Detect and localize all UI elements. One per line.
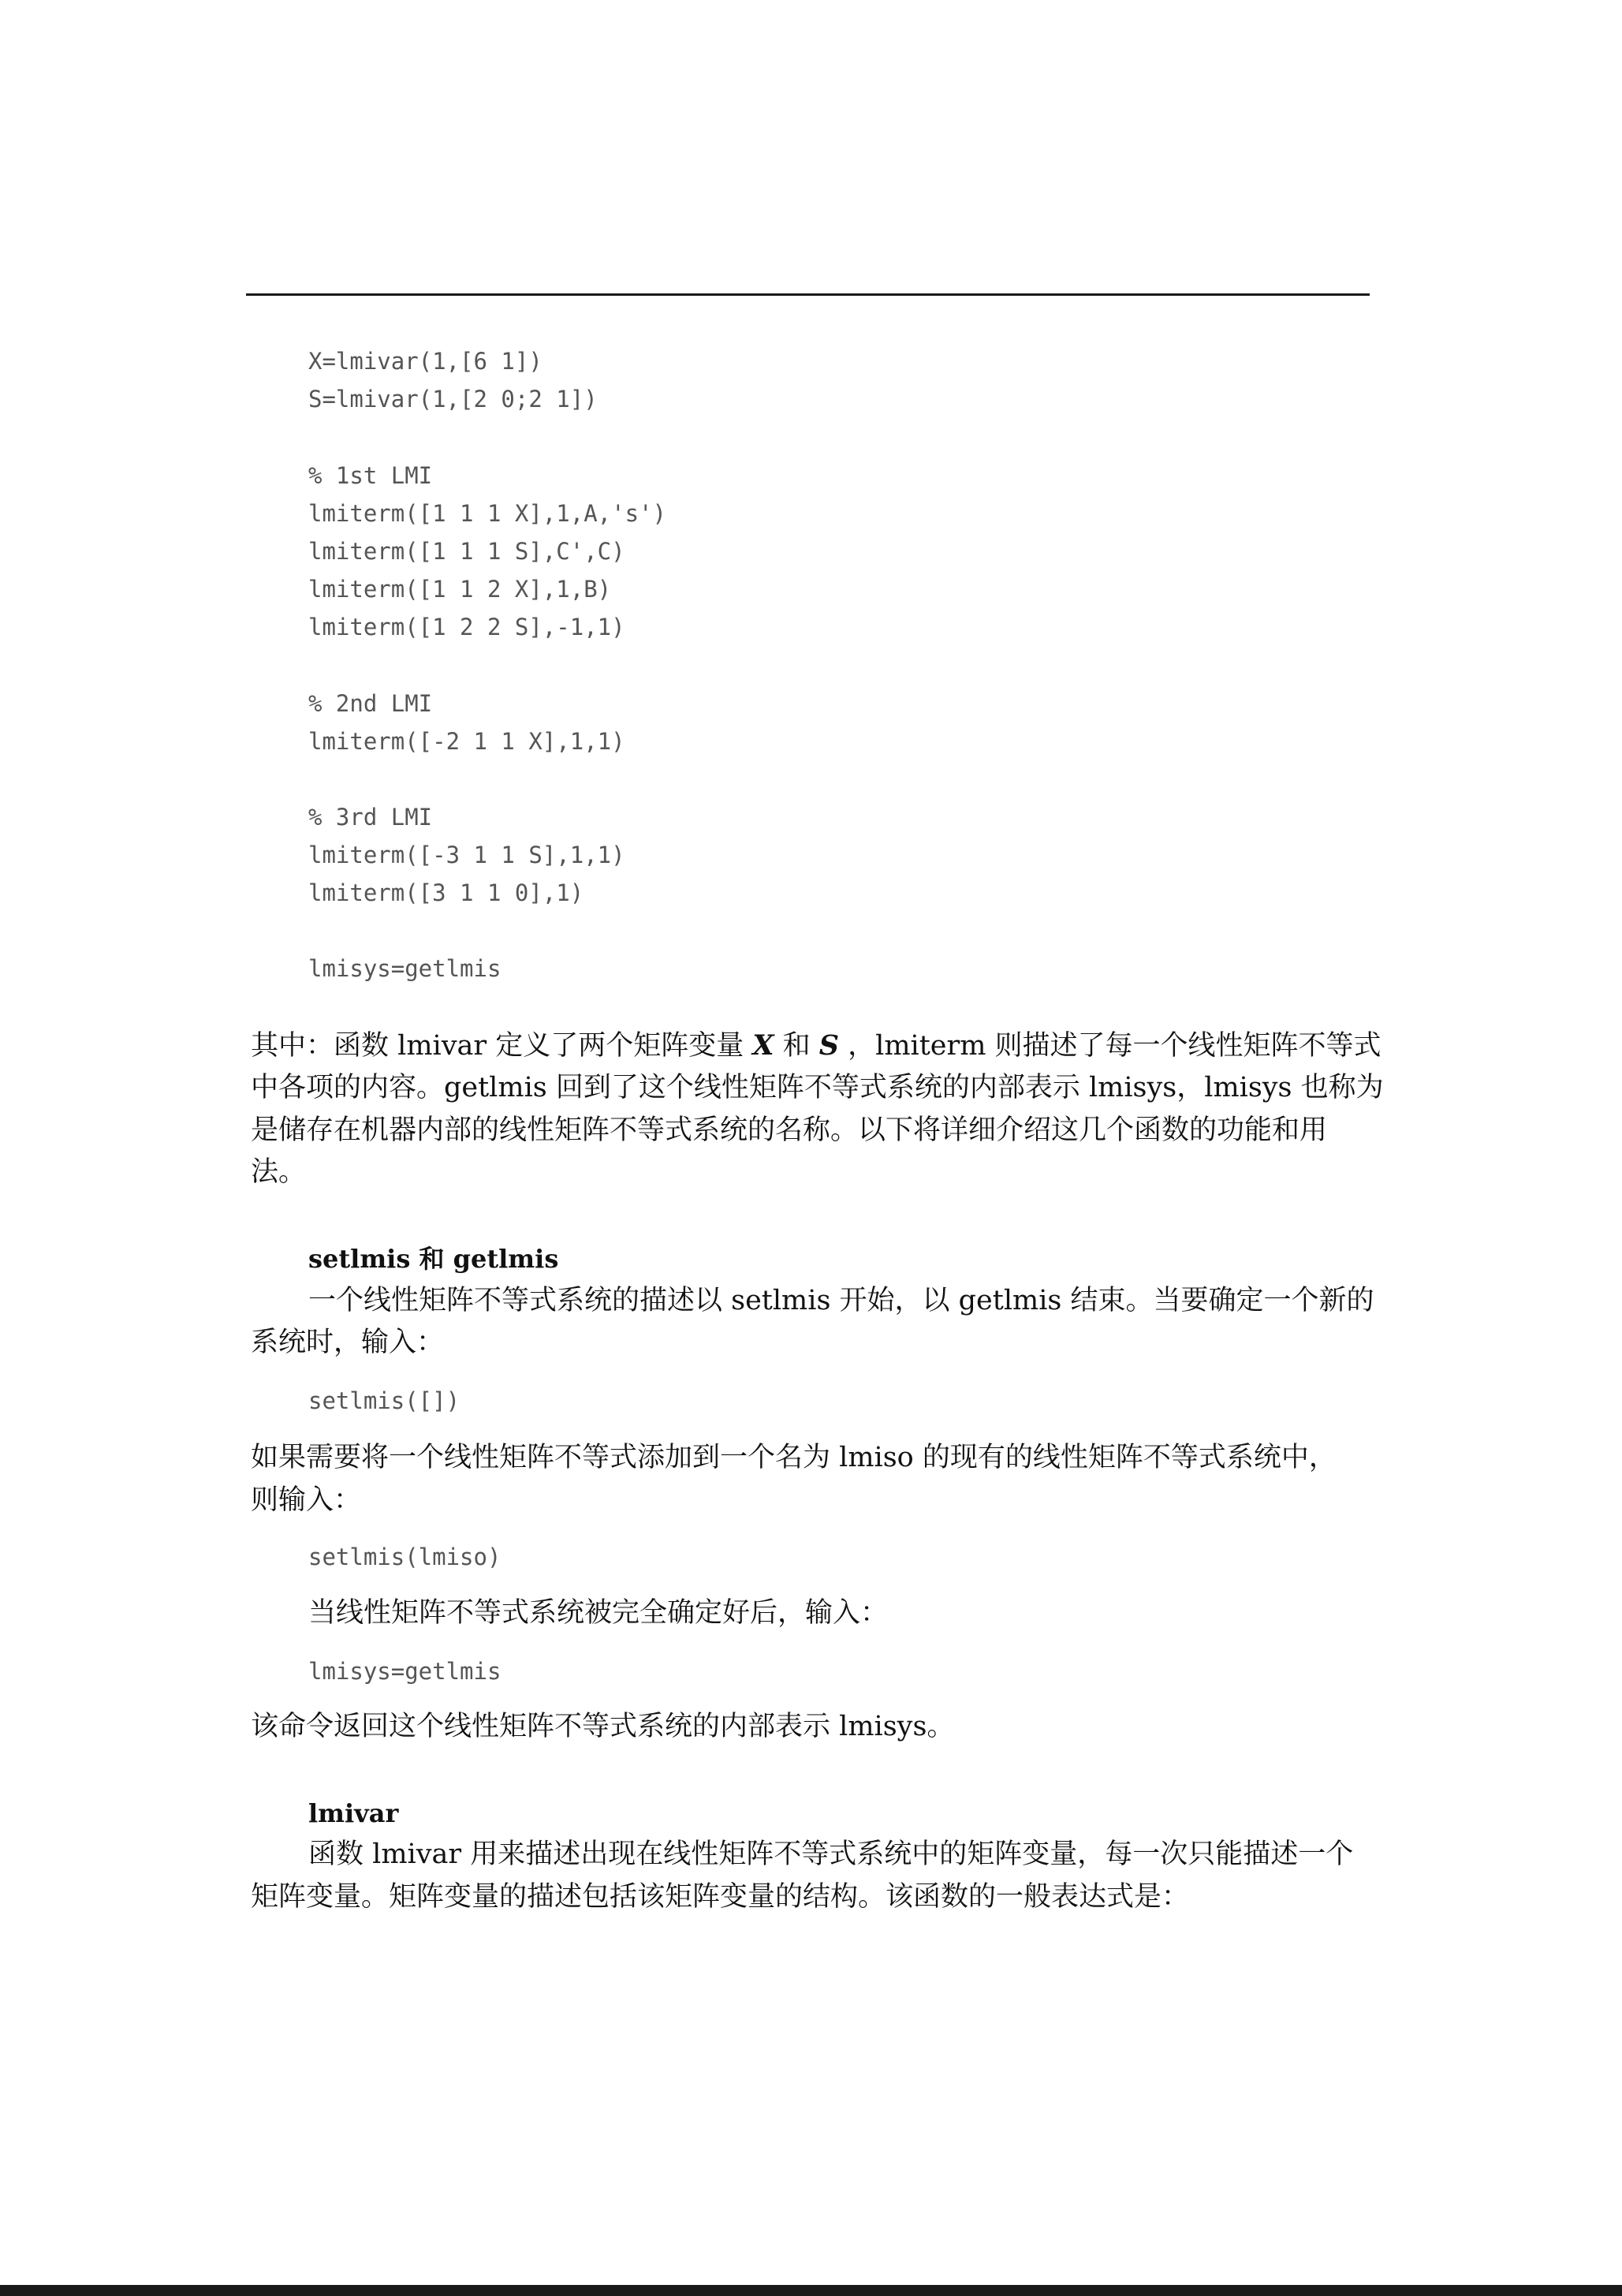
paragraph-line xyxy=(251,1029,1381,1062)
code-line: lmiterm([1 2 2 S],-1,1) xyxy=(308,614,625,640)
paragraph-line: 是储存在机器内部的线性矩阵不等式系统的名称。以下将详细介绍这几个函数的功能和用 xyxy=(251,1114,1328,1146)
paragraph-line: 该命令返回这个线性矩阵不等式系统的内部表示 lmisys。 xyxy=(251,1711,955,1742)
code-line: lmisys=getlmis xyxy=(308,1658,502,1685)
variable-s: S xyxy=(818,1029,840,1062)
paragraph-line: 系统时，输入： xyxy=(251,1327,445,1358)
code-comment: % 3rd LMI xyxy=(308,804,433,831)
code-line: lmiterm([1 1 1 S],C',C) xyxy=(308,538,625,565)
paragraph-line: 当线性矩阵不等式系统被完全确定好后，输入： xyxy=(308,1597,889,1629)
section-heading: lmivar xyxy=(308,1798,399,1828)
code-line: lmiterm([1 1 2 X],1,B) xyxy=(308,576,612,603)
text-span: 和 xyxy=(774,1030,819,1062)
paragraph-line: 矩阵变量。矩阵变量的描述包括该矩阵变量的结构。该函数的一般表达式是： xyxy=(251,1881,1190,1913)
header-rule xyxy=(246,293,1370,296)
code-line: lmiterm([-3 1 1 S],1,1) xyxy=(308,842,625,868)
code-comment: % 2nd LMI xyxy=(308,690,433,717)
variable-x: X xyxy=(752,1029,774,1062)
code-line: lmiterm([1 1 1 X],1,A,'s') xyxy=(308,500,666,527)
code-line: lmiterm([-2 1 1 X],1,1) xyxy=(308,728,625,755)
code-line: lmisys=getlmis xyxy=(308,955,502,982)
text-span: ，lmiterm 则描述了每一个线性矩阵不等式 xyxy=(839,1030,1381,1062)
code-line: setlmis(lmiso) xyxy=(308,1544,502,1570)
code-line: X=lmivar(1,[6 1]) xyxy=(308,348,543,375)
section-heading: setlmis 和 getlmis xyxy=(308,1244,559,1274)
bottom-edge-band xyxy=(0,2285,1622,2296)
paragraph-line: 函数 lmivar 用来描述出现在线性矩阵不等式系统中的矩阵变量，每一次只能描述一个 xyxy=(308,1839,1354,1870)
code-line: lmiterm([3 1 1 0],1) xyxy=(308,879,584,906)
text-span: 其中：函数 lmivar 定义了两个矩阵变量 xyxy=(251,1030,753,1062)
code-line: S=lmivar(1,[2 0;2 1]) xyxy=(308,386,598,413)
paragraph-line: 如果需要将一个线性矩阵不等式添加到一个名为 lmiso 的现有的线性矩阵不等式系统中， xyxy=(251,1442,1337,1473)
code-comment: % 1st LMI xyxy=(308,462,433,489)
code-line: setlmis([]) xyxy=(308,1387,460,1414)
paragraph-line: 则输入： xyxy=(251,1484,362,1516)
paragraph-line: 中各项的内容。getlmis 回到了这个线性矩阵不等式系统的内部表示 lmisys，lmisys 也称为 xyxy=(251,1072,1384,1103)
paragraph-line: 一个线性矩阵不等式系统的描述以 setlmis 开始，以 getlmis 结束。当要确定一个新的 xyxy=(308,1285,1374,1316)
paragraph-line: 法。 xyxy=(251,1156,307,1188)
